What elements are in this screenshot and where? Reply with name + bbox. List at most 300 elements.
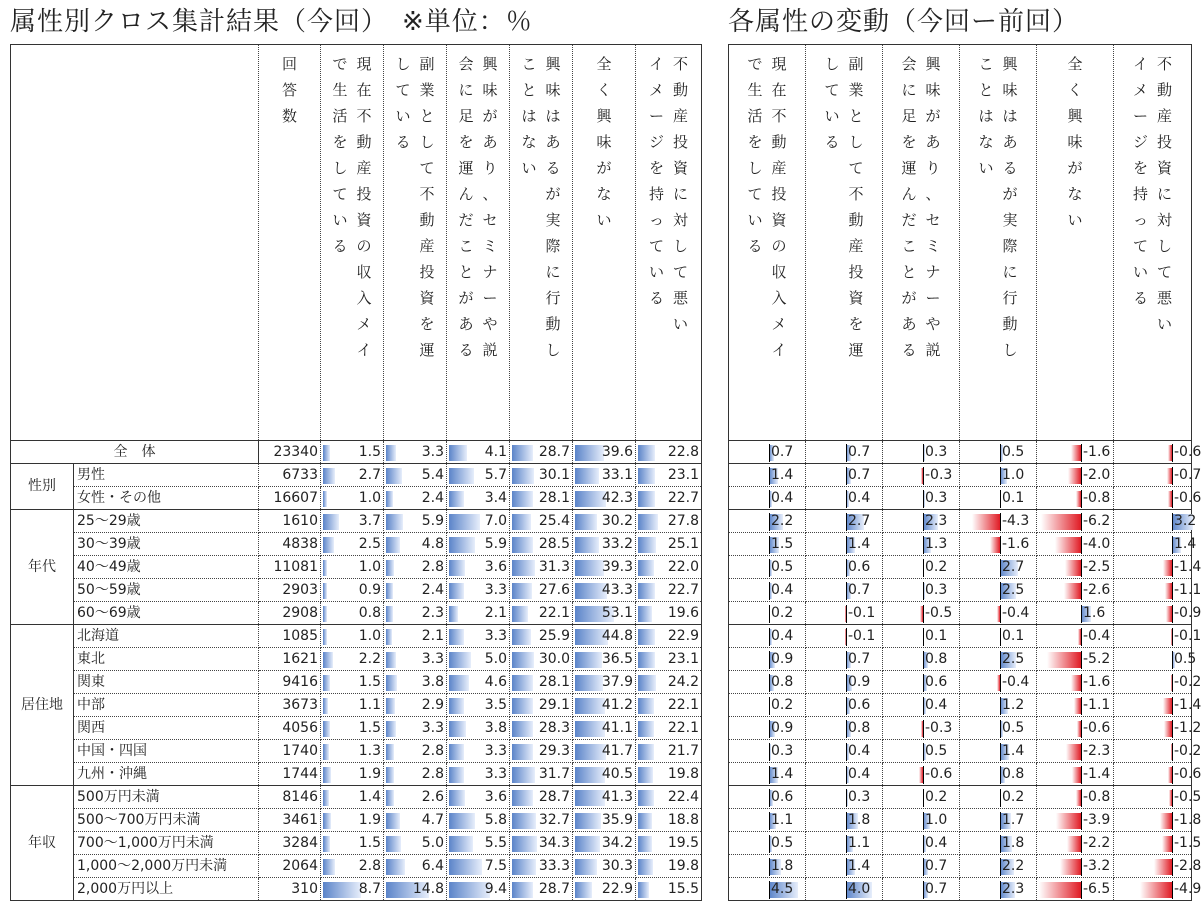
zero-axis — [1000, 835, 1001, 853]
count-value: 1740 — [282, 742, 318, 759]
percent-cell — [384, 832, 447, 855]
respondent-count — [259, 602, 321, 625]
change-cell — [1114, 809, 1201, 832]
change-cell — [960, 671, 1037, 694]
respondent-count — [259, 579, 321, 602]
data-bar — [386, 445, 396, 461]
percent-cell — [384, 648, 447, 671]
data-bar — [386, 767, 394, 783]
change-cell — [1114, 625, 1201, 648]
percent-value: 2.5 — [358, 535, 381, 552]
change-cell — [1037, 625, 1114, 648]
vertical-header-text: し て い る 副 業 と し て 不 動 産 投 資 を 運 — [824, 55, 864, 359]
change-cell — [1114, 671, 1201, 694]
data-bar — [323, 514, 339, 530]
data-bar — [386, 675, 397, 691]
zero-axis — [846, 766, 847, 784]
percent-value: 1.0 — [358, 489, 381, 506]
change-value: 1.4 — [1174, 535, 1197, 552]
zero-axis — [1081, 720, 1082, 738]
zero-axis — [923, 766, 924, 784]
change-value: -1.6 — [1083, 443, 1111, 460]
percent-cell — [447, 786, 510, 809]
data-bar — [512, 606, 528, 622]
change-value: 0.6 — [771, 788, 794, 805]
percent-cell — [573, 717, 636, 740]
data-bar — [638, 652, 655, 668]
zero-axis — [1081, 513, 1082, 531]
zero-axis — [923, 697, 924, 715]
change-bar — [1154, 859, 1172, 875]
change-cell — [729, 832, 806, 855]
change-cell — [883, 763, 960, 786]
change-value: 0.5 — [1174, 650, 1197, 667]
zero-axis — [846, 536, 847, 554]
change-bar — [1162, 836, 1172, 852]
respondent-count — [259, 832, 321, 855]
percent-cell — [573, 855, 636, 878]
percent-cell — [321, 740, 384, 763]
percent-cell — [447, 671, 510, 694]
change-cell — [883, 510, 960, 533]
percent-cell — [573, 832, 636, 855]
percent-value: 2.8 — [421, 765, 444, 782]
zero-axis — [846, 628, 847, 646]
data-bar — [575, 859, 597, 875]
zero-axis — [846, 605, 847, 623]
data-bar — [638, 537, 656, 553]
row-label: 1,000～2,000万円未満 — [74, 855, 259, 878]
percent-cell — [384, 464, 447, 487]
change-value: 0.5 — [1002, 719, 1025, 736]
percent-cell — [510, 625, 573, 648]
change-table — [728, 44, 1201, 901]
change-value: 0.3 — [925, 581, 948, 598]
respondent-count — [259, 625, 321, 648]
zero-axis — [846, 881, 847, 899]
change-cell — [960, 694, 1037, 717]
zero-axis — [769, 720, 770, 738]
table-row — [11, 786, 702, 809]
row-label: 40～49歳 — [74, 556, 259, 579]
respondent-count — [259, 671, 321, 694]
data-bar — [575, 767, 605, 783]
count-value: 2908 — [282, 604, 318, 621]
vertical-header-text: 全 く 興 味 が な い — [596, 55, 612, 229]
change-cell — [1114, 556, 1201, 579]
zero-axis — [1081, 674, 1082, 692]
data-bar — [449, 445, 467, 461]
change-cell — [806, 510, 883, 533]
percent-value: 0.8 — [358, 604, 381, 621]
data-bar — [638, 468, 655, 484]
change-cell — [1037, 602, 1114, 625]
count-value: 11081 — [273, 558, 318, 575]
change-value: 0.3 — [925, 489, 948, 506]
change-cell — [1037, 694, 1114, 717]
vertical-header-text: で 生 活 を し て い る 現 在 不 動 産 投 資 の 収 入 メ イ — [747, 55, 787, 359]
change-value: 0.1 — [1002, 489, 1025, 506]
change-value: -0.4 — [1083, 627, 1111, 644]
zero-axis — [1000, 513, 1001, 531]
data-bar — [638, 836, 652, 852]
data-bar — [449, 790, 465, 806]
change-cell — [1114, 533, 1197, 556]
change-value: 2.7 — [1002, 558, 1025, 575]
percent-value: 3.3 — [484, 627, 507, 644]
percent-cell — [510, 878, 573, 901]
zero-axis — [1081, 605, 1082, 623]
change-bar — [1060, 859, 1081, 875]
table-row — [11, 533, 702, 556]
row-label: 北海道 — [74, 625, 259, 648]
percent-cell — [384, 579, 447, 602]
row-label: 60～69歳 — [74, 602, 259, 625]
change-cell — [883, 625, 960, 648]
data-bar — [449, 813, 475, 829]
change-cell — [729, 717, 806, 740]
percent-value: 3.6 — [484, 558, 507, 575]
table-row — [729, 878, 1192, 901]
change-cell — [806, 464, 883, 487]
percent-value: 3.8 — [484, 719, 507, 736]
zero-axis — [1081, 628, 1082, 646]
change-bar — [1163, 560, 1172, 576]
data-bar — [386, 698, 395, 714]
percent-value: 5.0 — [484, 650, 507, 667]
percent-cell — [636, 786, 702, 809]
zero-axis — [846, 513, 847, 531]
change-value: 0.7 — [925, 880, 948, 897]
data-bar — [638, 813, 652, 829]
zero-axis — [1000, 766, 1001, 784]
percent-value: 2.1 — [484, 604, 507, 621]
zero-axis — [846, 743, 847, 761]
change-cell — [806, 855, 883, 878]
count-value: 2064 — [282, 857, 318, 874]
zero-axis — [1081, 559, 1082, 577]
percent-cell — [636, 625, 702, 648]
percent-cell — [447, 487, 510, 510]
change-cell — [883, 809, 960, 832]
change-value: 0.5 — [771, 834, 794, 851]
change-cell — [729, 786, 806, 809]
change-cell — [883, 602, 960, 625]
percent-cell — [384, 786, 447, 809]
percent-value: 22.4 — [667, 788, 699, 805]
percent-value: 8.7 — [358, 880, 381, 897]
zero-axis — [846, 490, 847, 508]
zero-axis — [1000, 743, 1001, 761]
vertical-header-text: こ と は な い 興 味 は あ る が 実 際 に 行 動 し — [521, 55, 561, 359]
change-value: 4.0 — [848, 880, 871, 897]
change-cell — [729, 487, 806, 510]
percent-cell — [321, 441, 384, 464]
change-value: 0.8 — [771, 673, 794, 690]
change-bar — [1164, 721, 1172, 737]
zero-axis — [1081, 536, 1082, 554]
percent-cell — [636, 855, 702, 878]
data-bar — [638, 675, 656, 691]
change-cell — [806, 740, 883, 763]
change-value: 1.0 — [1002, 466, 1025, 483]
change-value: -0.2 — [1174, 742, 1201, 759]
change-value: 0.6 — [848, 558, 871, 575]
table-row — [729, 740, 1192, 763]
data-bar — [386, 836, 401, 852]
change-value: -1.1 — [1083, 696, 1111, 713]
percent-cell — [510, 855, 573, 878]
table-row — [729, 648, 1192, 671]
percent-cell — [636, 809, 702, 832]
data-bar — [323, 744, 329, 760]
percent-cell — [636, 556, 702, 579]
change-cell — [806, 441, 883, 464]
change-cell — [960, 556, 1037, 579]
change-bar — [1160, 813, 1172, 829]
count-value: 1621 — [282, 650, 318, 667]
zero-axis — [769, 559, 770, 577]
percent-cell — [321, 648, 384, 671]
percent-value: 31.3 — [538, 558, 570, 575]
percent-value: 19.8 — [667, 765, 699, 782]
row-label: 2,000万円以上 — [74, 878, 259, 901]
percent-value: 5.4 — [421, 466, 444, 483]
change-cell — [1037, 533, 1114, 556]
change-cell — [960, 809, 1037, 832]
data-bar — [512, 629, 531, 645]
change-value: 0.8 — [925, 650, 948, 667]
change-value: -0.1 — [848, 604, 876, 621]
change-cell — [960, 648, 1037, 671]
percent-value: 43.3 — [601, 581, 633, 598]
percent-cell — [384, 625, 447, 648]
percent-cell — [573, 625, 636, 648]
data-bar — [449, 744, 464, 760]
change-value: 0.4 — [848, 742, 871, 759]
data-bar — [386, 790, 394, 806]
change-value: -3.9 — [1083, 811, 1111, 828]
percent-value: 25.1 — [667, 535, 699, 552]
percent-cell — [447, 441, 510, 464]
zero-axis — [923, 467, 924, 485]
respondent-count — [259, 556, 321, 579]
table-row — [729, 487, 1192, 510]
change-cell — [1037, 671, 1114, 694]
change-value: 1.1 — [848, 834, 871, 851]
data-bar — [449, 675, 469, 691]
percent-cell — [636, 648, 702, 671]
zero-axis — [1172, 789, 1173, 807]
zero-axis — [769, 858, 770, 876]
percent-cell — [573, 786, 636, 809]
count-value: 3284 — [282, 834, 318, 851]
percent-value: 9.4 — [484, 880, 507, 897]
percent-cell — [321, 855, 384, 878]
data-bar — [512, 652, 534, 668]
percent-cell — [636, 878, 702, 901]
data-bar — [638, 560, 654, 576]
percent-cell — [447, 855, 510, 878]
percent-cell — [510, 579, 573, 602]
change-value: -0.6 — [1174, 489, 1201, 506]
row-label: 700～1,000万円未満 — [74, 832, 259, 855]
data-bar — [386, 537, 400, 553]
change-cell — [729, 740, 806, 763]
percent-cell — [447, 717, 510, 740]
zero-axis — [1172, 444, 1173, 462]
zero-axis — [1000, 674, 1001, 692]
zero-axis — [846, 651, 847, 669]
change-cell — [729, 648, 806, 671]
count-value: 3673 — [282, 696, 318, 713]
change-cell — [1114, 602, 1201, 625]
percent-cell — [636, 510, 702, 533]
table-row — [11, 510, 702, 533]
zero-axis — [1172, 858, 1173, 876]
data-bar — [575, 836, 600, 852]
percent-value: 22.9 — [601, 880, 633, 897]
zero-axis — [1172, 743, 1173, 761]
row-label: 東北 — [74, 648, 259, 671]
change-value: -0.4 — [1002, 604, 1030, 621]
change-cell — [960, 855, 1037, 878]
change-value: -1.6 — [1002, 535, 1030, 552]
change-cell — [806, 487, 883, 510]
change-bar — [1041, 514, 1081, 530]
column-header — [960, 45, 1037, 441]
zero-axis — [846, 582, 847, 600]
data-bar — [638, 721, 654, 737]
data-bar — [323, 468, 335, 484]
change-value: 0.9 — [771, 719, 794, 736]
percent-cell — [573, 763, 636, 786]
percent-value: 34.3 — [538, 834, 570, 851]
percent-value: 22.0 — [667, 558, 699, 575]
percent-value: 14.8 — [412, 880, 444, 897]
percent-cell — [636, 694, 702, 717]
change-value: -4.3 — [1002, 512, 1030, 529]
change-bar — [1055, 537, 1081, 553]
percent-cell — [321, 487, 384, 510]
data-bar — [323, 882, 361, 898]
change-value: 1.4 — [1002, 742, 1025, 759]
data-bar — [638, 698, 654, 714]
percent-value: 39.3 — [601, 558, 633, 575]
table-row — [729, 809, 1192, 832]
percent-value: 33.1 — [601, 466, 633, 483]
change-cell — [729, 441, 806, 464]
percent-cell — [384, 855, 447, 878]
vertical-header-text: 全 く 興 味 が な い — [1067, 55, 1083, 229]
data-bar — [323, 606, 327, 622]
change-value: -2.2 — [1083, 834, 1111, 851]
percent-value: 35.9 — [601, 811, 633, 828]
data-bar — [323, 652, 333, 668]
data-bar — [449, 836, 473, 852]
zero-axis — [846, 467, 847, 485]
table-row — [11, 855, 702, 878]
change-bar — [1066, 744, 1081, 760]
table-row — [729, 441, 1192, 464]
percent-cell — [321, 809, 384, 832]
change-cell — [1114, 786, 1201, 809]
zero-axis — [846, 559, 847, 577]
change-cell — [729, 855, 806, 878]
percent-cell — [573, 441, 636, 464]
row-label: 関西 — [74, 717, 259, 740]
percent-value: 3.3 — [421, 650, 444, 667]
data-bar — [512, 859, 536, 875]
percent-cell — [321, 579, 384, 602]
data-bar — [512, 767, 535, 783]
change-value: -6.5 — [1083, 880, 1111, 897]
change-cell — [806, 786, 883, 809]
change-value: -4.0 — [1083, 535, 1111, 552]
table-row — [729, 579, 1192, 602]
change-cell — [729, 464, 806, 487]
percent-value: 22.1 — [538, 604, 570, 621]
percent-value: 28.5 — [538, 535, 570, 552]
percent-value: 41.2 — [601, 696, 633, 713]
change-value: 1.2 — [1002, 696, 1025, 713]
change-value: -0.9 — [1174, 604, 1201, 621]
change-cell — [1114, 579, 1201, 602]
percent-value: 3.3 — [484, 581, 507, 598]
row-label: 25～29歳 — [74, 510, 259, 533]
percent-value: 1.3 — [358, 742, 381, 759]
vertical-header-text: イ メ ー ジ を 持 っ て い る 不 動 産 投 資 に 対 し て 悪 い — [648, 55, 688, 333]
data-bar — [575, 790, 605, 806]
column-header — [1114, 45, 1192, 441]
percent-cell — [573, 510, 636, 533]
change-cell — [729, 809, 806, 832]
percent-value: 37.9 — [601, 673, 633, 690]
percent-cell — [321, 464, 384, 487]
percent-cell — [447, 510, 510, 533]
change-cell — [806, 717, 883, 740]
change-value: -1.1 — [1174, 581, 1201, 598]
zero-axis — [1081, 582, 1082, 600]
zero-axis — [923, 536, 924, 554]
change-cell — [1037, 832, 1114, 855]
change-cell — [1114, 487, 1201, 510]
data-bar — [323, 790, 329, 806]
vertical-header-text: イ メ ー ジ を 持 っ て い る 不 動 産 投 資 に 対 し て 悪 い — [1132, 55, 1172, 333]
change-value: 0.9 — [771, 650, 794, 667]
data-bar — [449, 468, 474, 484]
respondent-count — [259, 878, 321, 901]
change-cell — [1037, 740, 1114, 763]
percent-cell — [447, 579, 510, 602]
change-value: 0.2 — [925, 558, 948, 575]
change-cell — [1114, 832, 1201, 855]
percent-value: 28.7 — [538, 788, 570, 805]
percent-value: 5.8 — [484, 811, 507, 828]
data-bar — [449, 652, 471, 668]
change-value: 1.6 — [1083, 604, 1106, 621]
percent-value: 15.5 — [667, 880, 699, 897]
percent-value: 3.7 — [358, 512, 381, 529]
change-value: -0.6 — [1174, 443, 1201, 460]
percent-value: 36.5 — [601, 650, 633, 667]
zero-axis — [769, 789, 770, 807]
zero-axis — [1000, 467, 1001, 485]
change-value: 0.9 — [848, 673, 871, 690]
change-cell — [883, 786, 960, 809]
change-cell — [1037, 487, 1114, 510]
percent-cell — [447, 533, 510, 556]
